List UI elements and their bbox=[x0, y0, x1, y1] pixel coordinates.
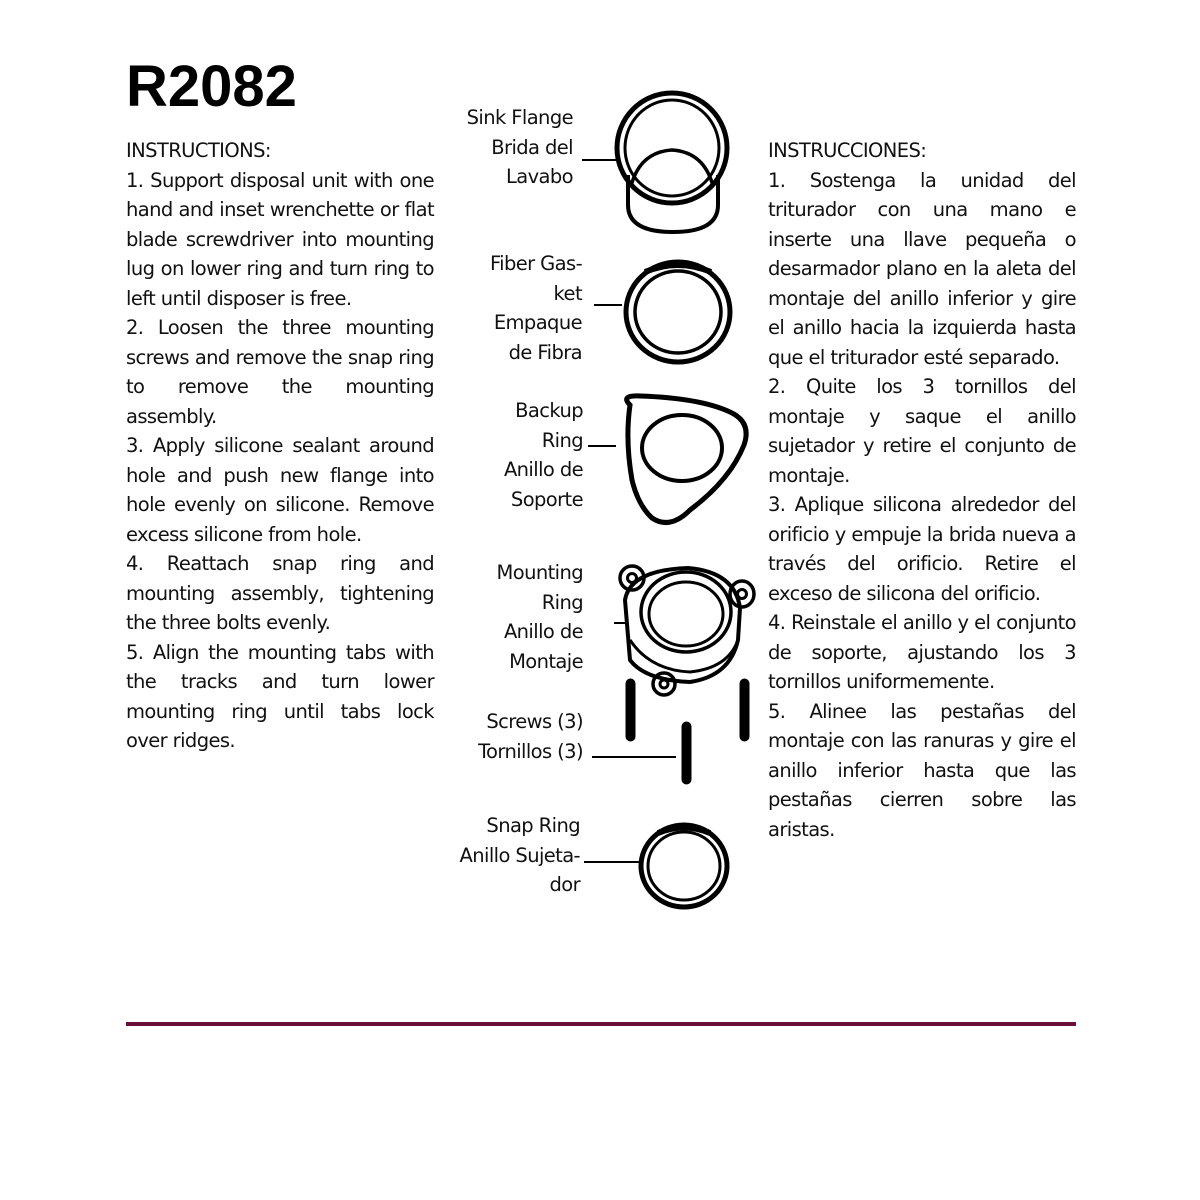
english-step: 4. Reattach snap ring and mounting assembly, tightening the three bolts evenly. bbox=[126, 552, 434, 634]
label-line: Backup bbox=[515, 399, 583, 422]
screw-icon bbox=[682, 722, 691, 784]
label-line: Screws (3) bbox=[486, 710, 583, 733]
spanish-step: 1. Sostenga la unidad del triturador con una mano e inserte una llave pequeña o desarmador plano en la aleta del montaje del anillo inferior y gire el anillo hacia la izquierda hasta que el triturador esté separado. bbox=[768, 168, 1076, 369]
fiber-gasket-icon bbox=[626, 262, 730, 362]
label-line: Montaje bbox=[509, 649, 583, 673]
snap-ring-icon bbox=[641, 825, 727, 907]
spanish-step: 4. Reinstale el anillo y el conjunto de soporte, ajustando los 3 tornillos uniformemente. bbox=[768, 611, 1076, 693]
label-line: Anillo Sujeta- bbox=[459, 843, 580, 867]
label-line: ket bbox=[553, 281, 582, 305]
screw-icon bbox=[740, 679, 749, 741]
screw-icon bbox=[626, 679, 635, 741]
english-step: 1. Support disposal unit with one hand and inset wrenchette or flat blade screwdriver into mounting lug on lower ring and turn ring to left until disposer is free. bbox=[126, 168, 434, 310]
spanish-step: 5. Alinee las pestañas del montaje con las ranuras y gire el anillo inferior hasta que las pestañas cierren sobre las aristas. bbox=[768, 699, 1076, 841]
english-heading: INSTRUCTIONS: bbox=[126, 139, 271, 162]
mounting-ring-icon bbox=[620, 566, 754, 695]
label-line: Ring bbox=[541, 428, 583, 452]
label-line: Mounting bbox=[496, 561, 583, 584]
backup-ring-icon bbox=[627, 396, 746, 523]
english-step: 3. Apply silicone sealant around hole and push new flange into hole evenly on silicone. Remove excess silicone from hole. bbox=[126, 434, 434, 546]
label-line: de Fibra bbox=[508, 340, 582, 364]
label-line: Sink Flange bbox=[466, 106, 573, 129]
label-line: Snap Ring bbox=[486, 814, 580, 837]
model-number-title: R2082 bbox=[126, 54, 297, 119]
label-line: Anillo de bbox=[503, 458, 583, 481]
screws-icon bbox=[626, 679, 749, 784]
spanish-heading: INSTRUCCIONES: bbox=[768, 139, 927, 162]
label-line: dor bbox=[549, 873, 580, 896]
english-step: 2. Loosen the three mounting screws and remove the snap ring to remove the mounting assembly. bbox=[126, 316, 434, 428]
label-line: Fiber Gas- bbox=[489, 252, 582, 275]
english-step: 5. Align the mounting tabs with the tracks and turn lower mounting ring until tabs lock over ridges. bbox=[126, 640, 434, 752]
sink-flange-icon bbox=[617, 93, 727, 232]
label-line: Tornillos (3) bbox=[478, 739, 583, 763]
label-line: Ring bbox=[541, 590, 583, 614]
spanish-step: 3. Aplique silicona alrededor del orificio y empuje la brida nueva a través del orificio. Retire el exceso de silicona del orificio. bbox=[768, 493, 1076, 605]
footer-divider bbox=[126, 1022, 1076, 1026]
label-line: Soporte bbox=[510, 487, 583, 511]
label-line: Empaque bbox=[493, 311, 582, 334]
spanish-step: 2. Quite los 3 tornillos del montaje y saque el anillo sujetador y retire el conjunto de montaje. bbox=[768, 375, 1076, 487]
label-line: Brida del bbox=[491, 135, 573, 159]
label-line: Anillo de bbox=[503, 620, 583, 643]
label-line: Lavabo bbox=[505, 165, 573, 188]
